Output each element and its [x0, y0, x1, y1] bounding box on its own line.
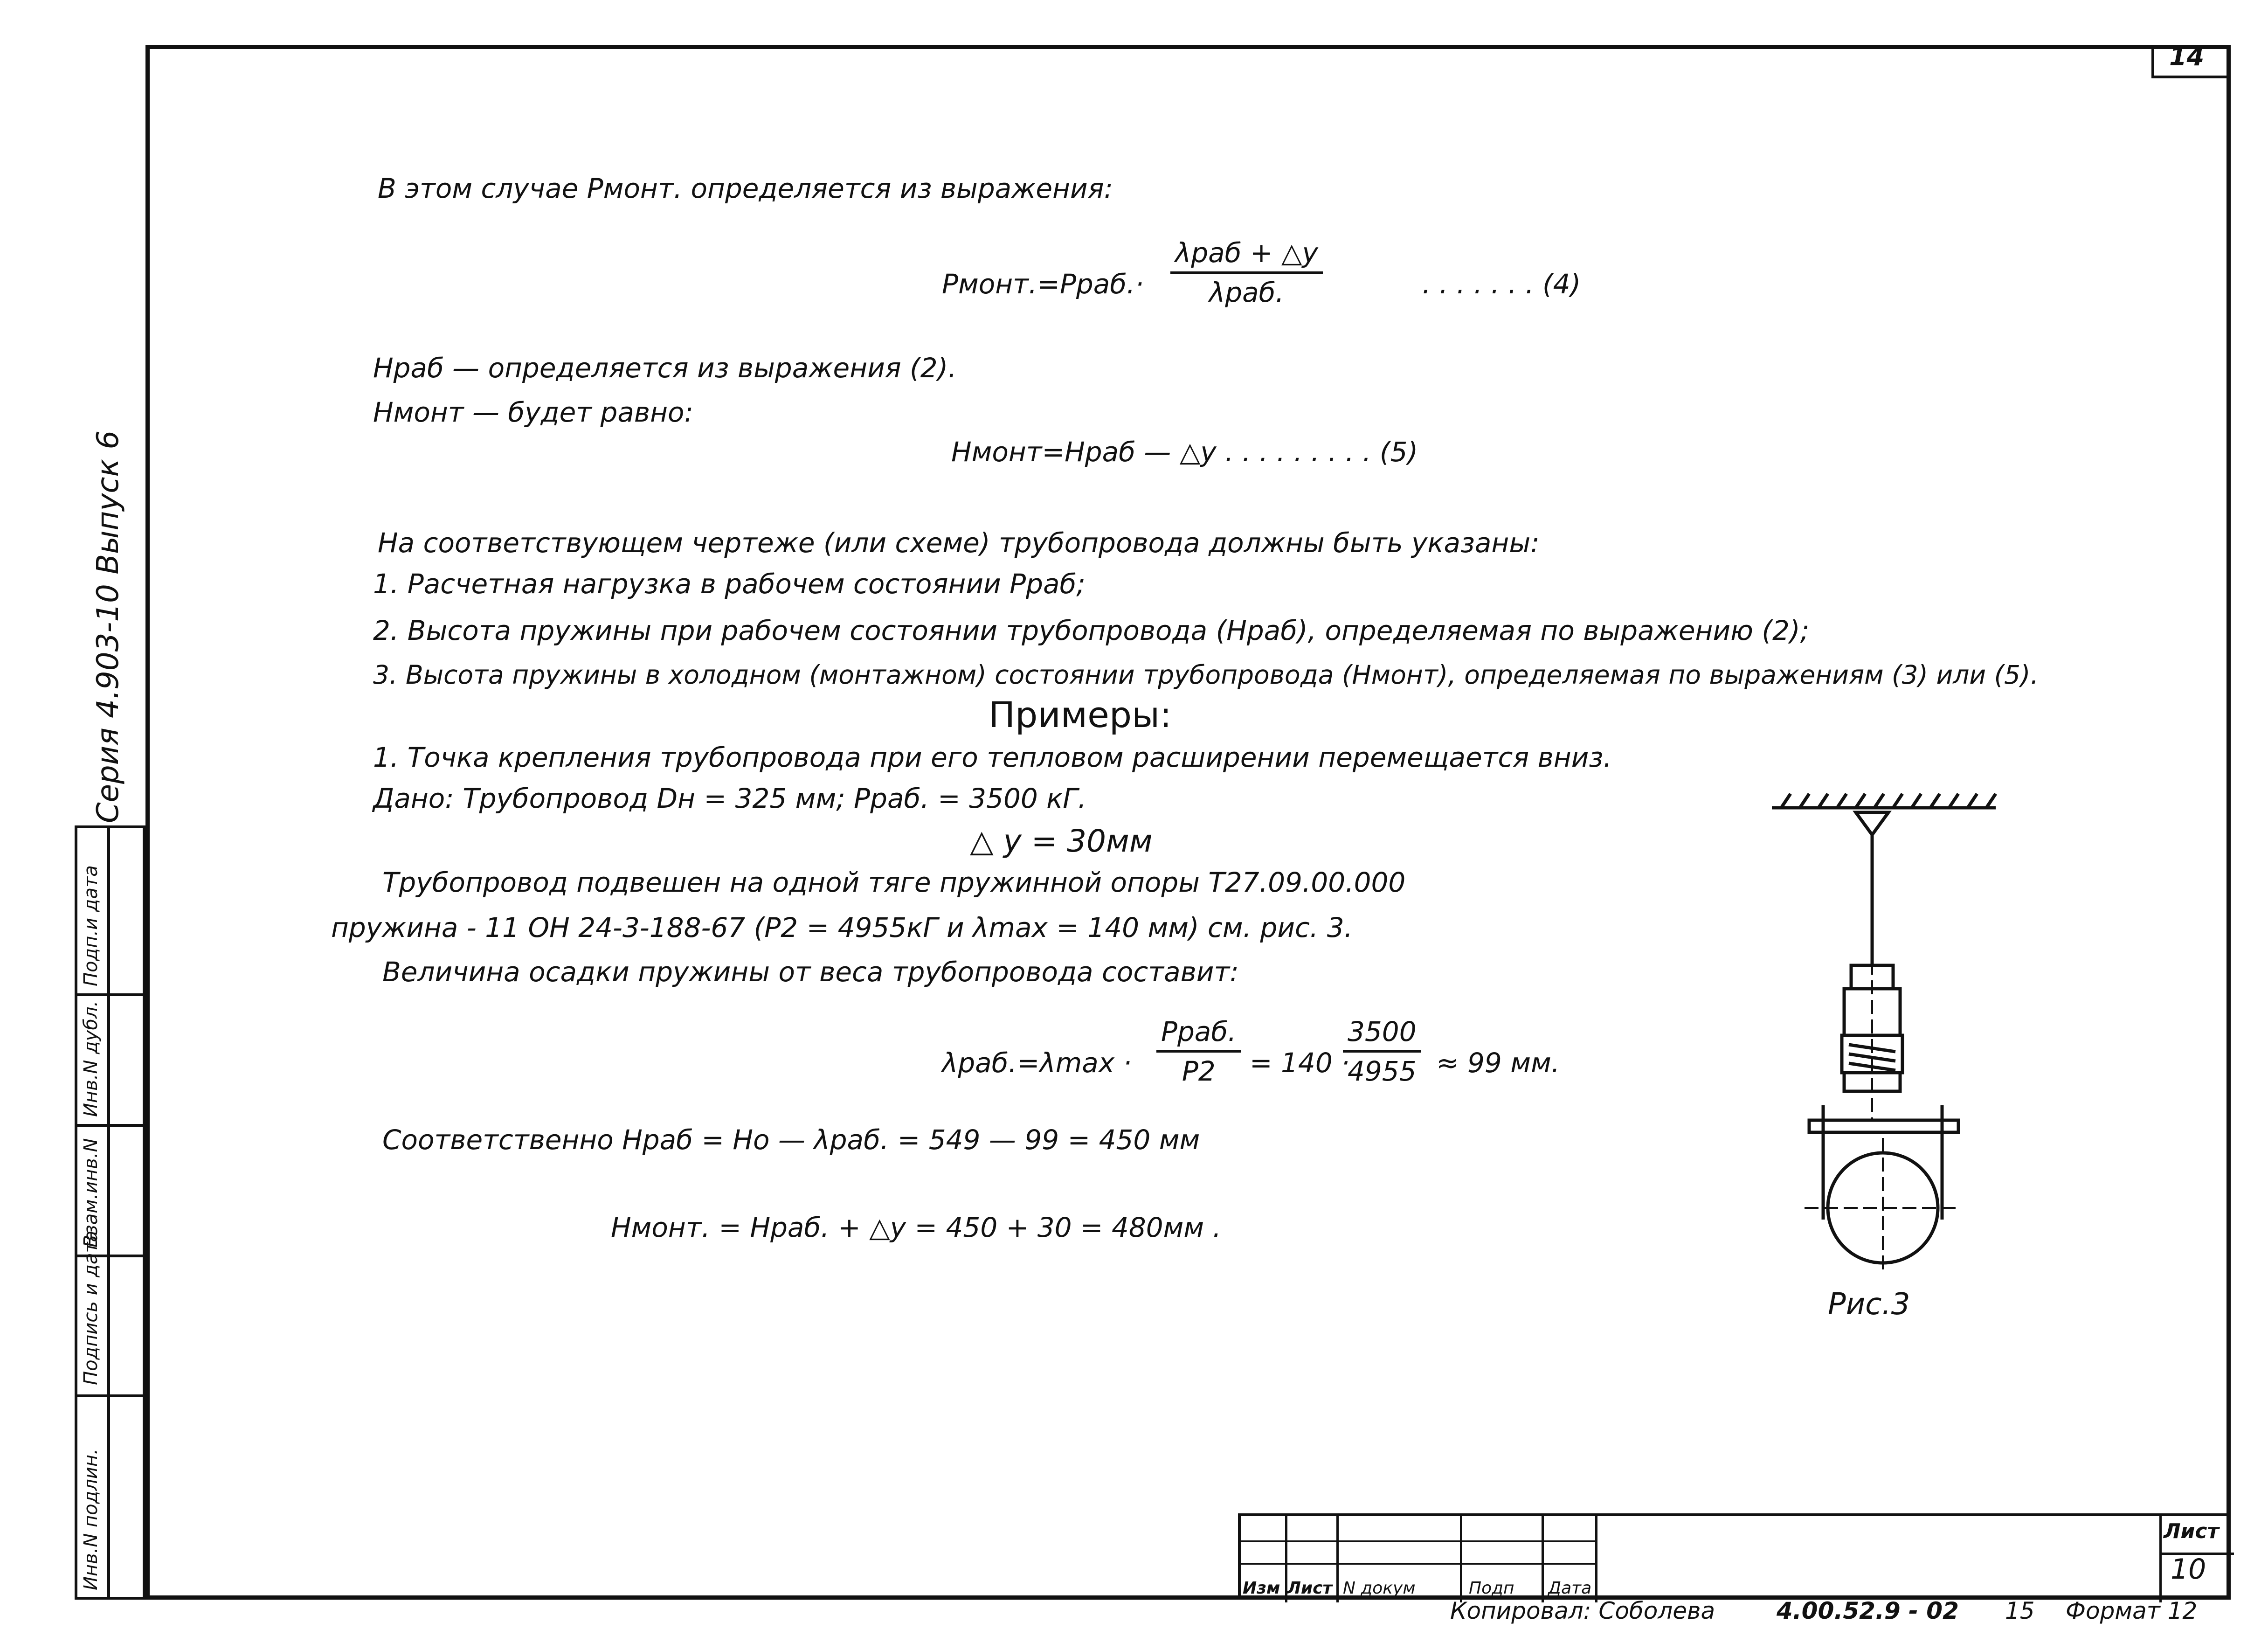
- hmont-calc: Нмонт. = Нраб. + △у = 450 + 30 = 480мм .: [611, 1212, 1222, 1243]
- instruction-item: 1. Расчетная нагрузка в рабочем состоянии Рраб;: [373, 568, 1086, 600]
- side-strip-divider: [107, 825, 110, 1600]
- side-col-label: Подп.и дата: [80, 865, 102, 986]
- side-strip: [75, 825, 145, 1600]
- spring-support-figure: [1763, 783, 2024, 1343]
- formula-4-lhs: Рмонт.=Рраб.·: [942, 268, 1144, 300]
- lambda-fraction-2: [1343, 1016, 1421, 1087]
- side-row-line: [75, 993, 145, 996]
- instruction-item: 3. Высота пружины в холодном (монтажном) состоянии трубопровода (Нмонт), определяемая по выражениям (3) или (5).: [373, 660, 2039, 690]
- footer-copied: Копировал: Соболева: [1450, 1597, 1715, 1624]
- instructions-heading: На соответствующем чертеже (или схеме) трубопровода должны быть указаны:: [378, 527, 1540, 559]
- footer-code: 4.00.52.9 - 02: [1777, 1597, 1959, 1624]
- example-line: Трубопровод подвешен на одной тяге пружинной опоры Т27.09.00.000: [382, 867, 1406, 898]
- ceiling-bracket: [1856, 812, 1888, 835]
- lambda-formula-mid: = 140 ·: [1250, 1047, 1350, 1079]
- side-row-line: [75, 1124, 145, 1127]
- lambda-fraction-1: [1156, 1016, 1241, 1087]
- figure-caption: Рис.3: [1828, 1287, 1910, 1322]
- formula-4-tail: . . . . . . . (4): [1422, 268, 1581, 300]
- tb-sheet-label: Лист: [2164, 1519, 2219, 1543]
- lambda-formula-tail: ≈ 99 мм.: [1436, 1047, 1560, 1079]
- lambda-fraction-1-numerator: Рраб.: [1156, 1016, 1241, 1053]
- tb-header-izm: Изм: [1243, 1579, 1280, 1598]
- tb-header-sign: Подп: [1469, 1579, 1514, 1598]
- footer-format: Формат 12: [2066, 1597, 2198, 1624]
- side-col-label: Подпись и дата: [80, 1230, 102, 1385]
- side-col-label: Инв.N подлин.: [80, 1449, 102, 1590]
- hrab-line: Нраб — определяется из выражения (2).: [373, 352, 957, 384]
- tb-header-date: Дата: [1548, 1579, 1592, 1598]
- formula-4-numerator: λраб + △у: [1170, 237, 1323, 274]
- lambda-fraction-2-denominator: 4955: [1348, 1055, 1417, 1087]
- example-line: Дано: Трубопровод Dн = 325 мм; Рраб. = 3500 кГ.: [373, 783, 1087, 814]
- ceiling-hatch: [1781, 794, 1996, 808]
- traverse-beam: [1809, 1120, 1958, 1132]
- delta-y: △ у = 30мм: [970, 823, 1153, 859]
- formula-4-denominator: λраб.: [1209, 277, 1284, 308]
- example-line: пружина - 11 ОН 24-3-188-67 (Р2 = 4955кГ и λmax = 140 мм) см. рис. 3.: [331, 912, 1353, 943]
- formula-5: Нмонт=Нраб — △у . . . . . . . . . (5): [951, 436, 1418, 468]
- tb-sheet-number: 10: [2171, 1553, 2206, 1586]
- series-label: Серия 4.903-10 Выпуск 6: [91, 430, 125, 823]
- lambda-fraction-1-denominator: Р2: [1182, 1055, 1216, 1087]
- hrab-calc: Соответственно Нраб = Но — λраб. = 549 — 99 = 450 мм: [382, 1124, 1200, 1156]
- side-col-label: Взам.инв.N: [80, 1138, 102, 1248]
- intro-line: В этом случае Рмонт. определяется из выражения:: [378, 173, 1113, 204]
- footer-page: 15: [2005, 1597, 2035, 1624]
- formula-4-fraction: [1170, 237, 1323, 308]
- example-line: Величина осадки пружины от веса трубопровода составит:: [382, 956, 1239, 988]
- tb-header-list: Лист: [1287, 1579, 1333, 1598]
- side-row-line: [75, 1394, 145, 1397]
- examples-title: Примеры:: [989, 694, 1172, 735]
- lambda-formula-lhs: λраб.=λmax ·: [942, 1047, 1132, 1079]
- example-line: 1. Точка крепления трубопровода при его тепловом расширении перемещается вниз.: [373, 742, 1612, 773]
- lambda-fraction-2-numerator: 3500: [1343, 1016, 1421, 1053]
- corner-number: 14: [2169, 42, 2205, 71]
- side-col-label: Инв.N дубл.: [80, 1000, 102, 1117]
- instruction-item: 2. Высота пружины при рабочем состоянии трубопровода (Нраб), определяемая по выражению (2);: [373, 615, 1810, 646]
- hmont-line: Нмонт — будет равно:: [373, 396, 694, 428]
- tb-header-doc: N докум: [1343, 1579, 1416, 1598]
